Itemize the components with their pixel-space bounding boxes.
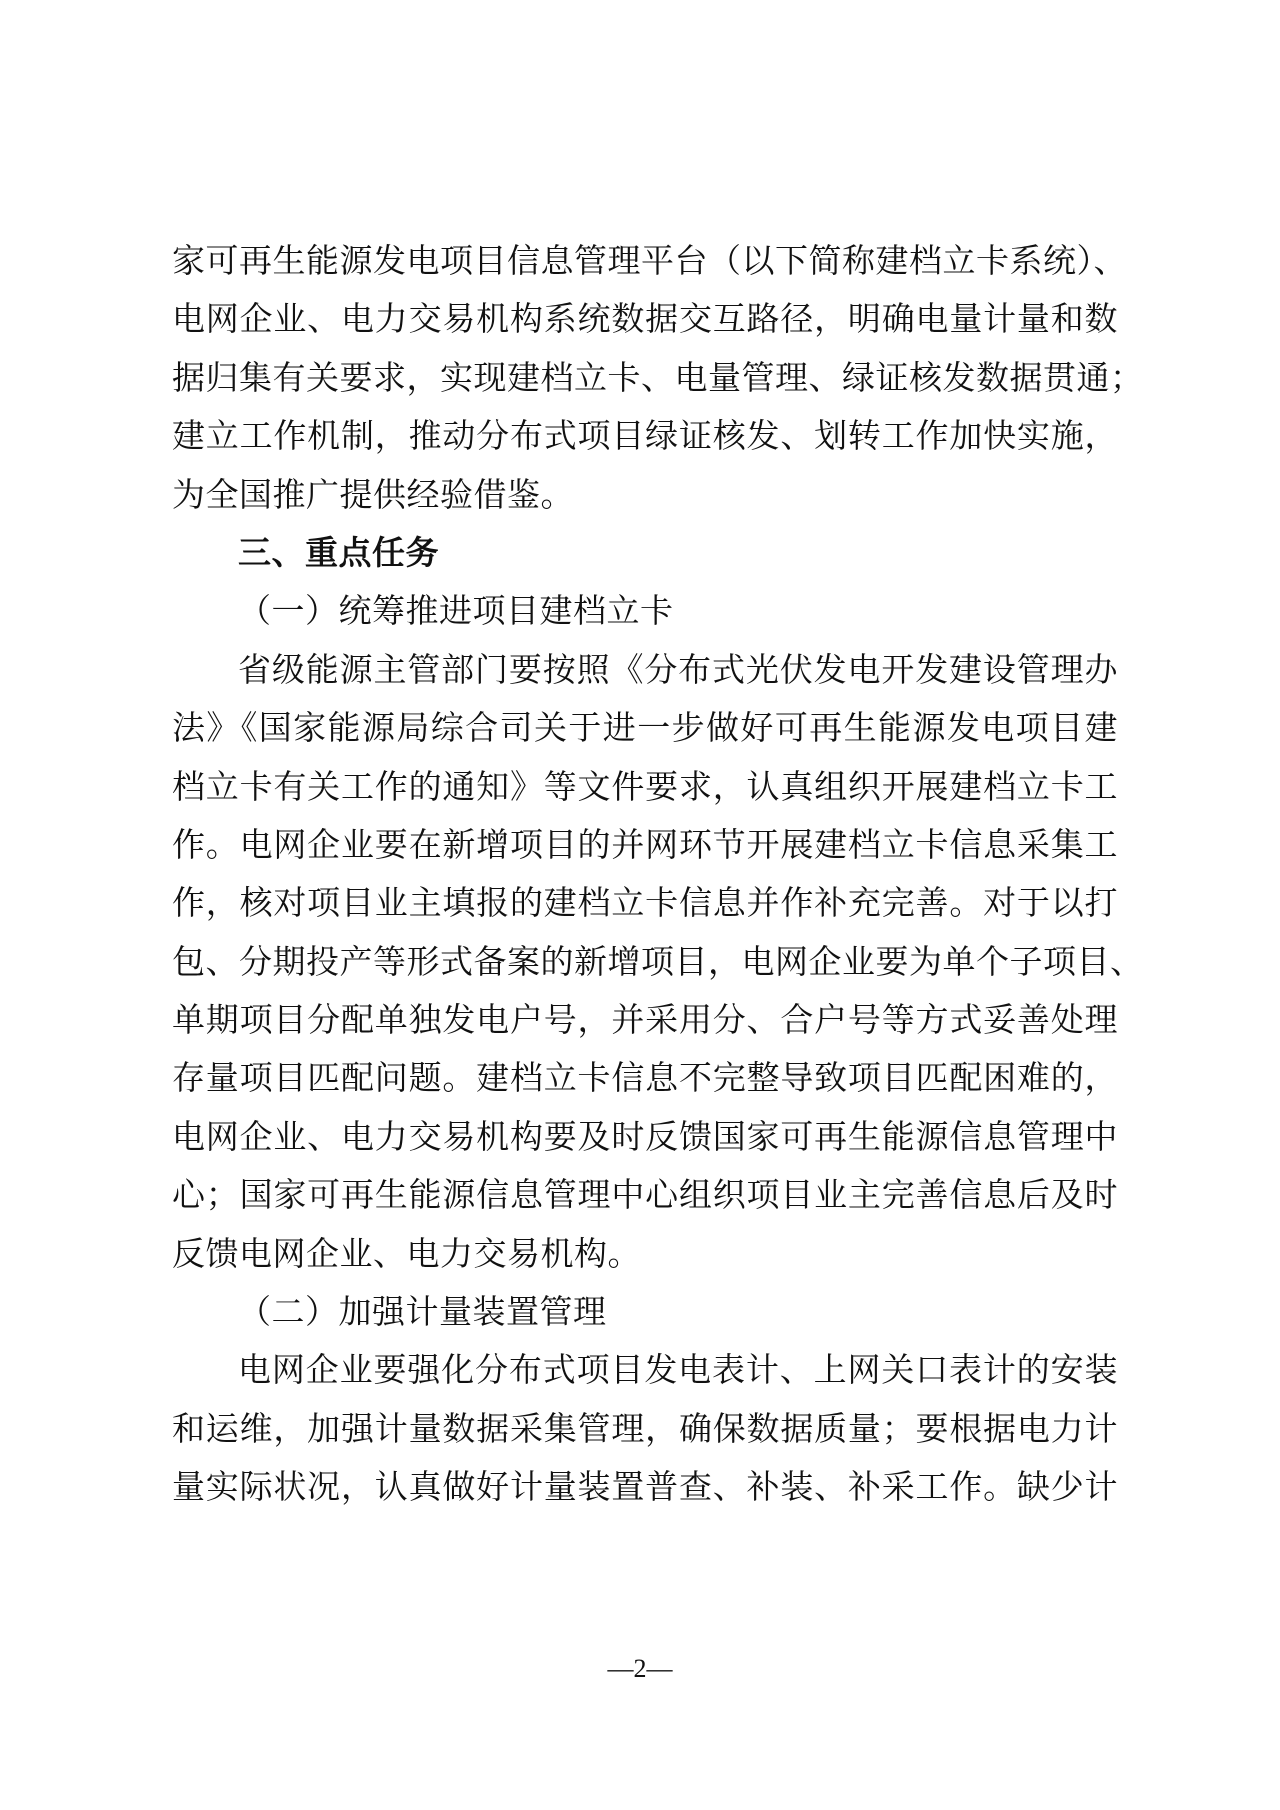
- text-line: 反馈电网企业、电力交易机构。: [172, 1233, 641, 1273]
- page-number: —2—: [607, 1654, 673, 1683]
- section-heading: 三、重点任务: [238, 532, 439, 572]
- text-line: 单期项目分配单独发电户号，并采用分、合户号等方式妥善处理: [172, 1000, 1118, 1040]
- text-line: 心；国家可再生能源信息管理中心组织项目业主完善信息后及时: [172, 1175, 1118, 1215]
- text-line: 量实际状况，认真做好计量装置普查、补装、补采工作。缺少计: [172, 1467, 1118, 1507]
- subsection-heading-2: （二）加强计量装置管理: [238, 1292, 607, 1332]
- paragraph-intro-continued: [172, 232, 1144, 524]
- paragraph-subsection-2: [172, 1341, 1118, 1516]
- text-line: 电网企业、电力交易机构系统数据交互路径，明确电量计量和数: [172, 299, 1118, 339]
- text-line: 存量项目匹配问题。建档立卡信息不完整导致项目匹配困难的，: [172, 1058, 1118, 1098]
- text-line: 建立工作机制，推动分布式项目绿证核发、划转工作加快实施，: [172, 416, 1118, 456]
- text-line: 家可再生能源发电项目信息管理平台（以下简称建档立卡系统）、: [172, 241, 1127, 280]
- text-line: 电网企业、电力交易机构要及时反馈国家可再生能源信息管理中: [172, 1116, 1118, 1156]
- subsection-heading-1: （一）统筹推进项目建档立卡: [238, 591, 674, 631]
- text-line: 作。电网企业要在新增项目的并网环节开展建档立卡信息采集工: [172, 824, 1118, 864]
- text-line: 档立卡有关工作的通知》等文件要求，认真组织开展建档立卡工: [172, 766, 1118, 806]
- text-line: 包、分期投产等形式备案的新增项目，电网企业要为单个子项目、: [172, 941, 1144, 981]
- document-body: [172, 232, 1144, 1517]
- text-line: 电网企业要强化分布式项目发电表计、上网关口表计的安装: [238, 1350, 1118, 1390]
- paragraph-subsection-1: [172, 641, 1144, 1283]
- text-line: 为全国推广提供经验借鉴。: [172, 474, 574, 514]
- text-line: 省级能源主管部门要按照《分布式光伏发电开发建设管理办: [238, 649, 1118, 689]
- text-line: 作，核对项目业主填报的建档立卡信息并作补充完善。对于以打: [172, 883, 1118, 923]
- text-line: 法》《国家能源局综合司关于进一步做好可再生能源发电项目建: [172, 708, 1118, 748]
- text-line: 和运维，加强计量数据采集管理，确保数据质量；要根据电力计: [172, 1408, 1118, 1448]
- text-line: 据归集有关要求，实现建档立卡、电量管理、绿证核发数据贯通；: [172, 357, 1144, 397]
